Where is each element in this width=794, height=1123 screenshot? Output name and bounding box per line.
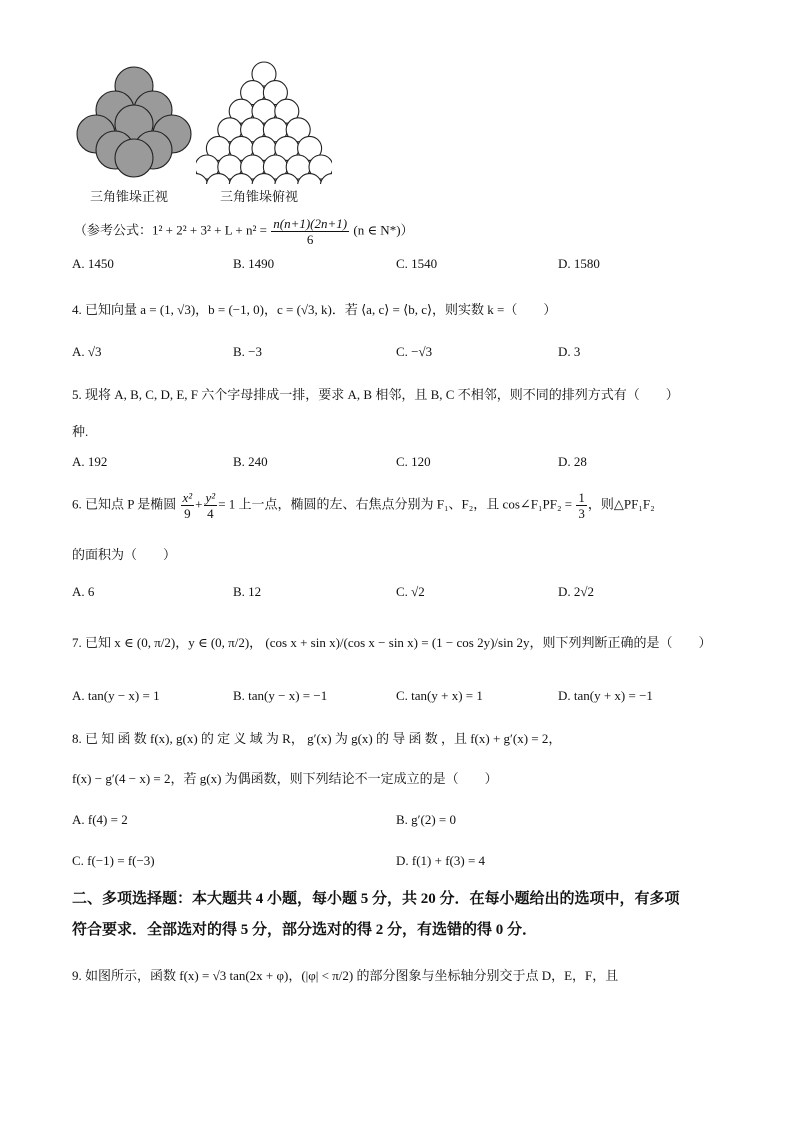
formula-condition: (n ∈ N*) [353, 222, 401, 238]
q3-option-b[interactable]: B. 1490 [233, 256, 275, 271]
q5-option-c[interactable]: C. 120 [396, 454, 431, 469]
q6-option-a[interactable]: A. 6 [72, 584, 95, 599]
q3-option-c[interactable]: C. 1540 [396, 256, 438, 271]
q8-option-c[interactable]: C. f(−1) = f(−3) [72, 853, 155, 868]
q3-option-d[interactable]: D. 1580 [558, 256, 600, 271]
formula-denominator: 6 [306, 232, 314, 247]
front-view-caption: 三角锥垛正视 [90, 189, 169, 204]
pyramid-front-view-figure [68, 66, 198, 184]
top-view-caption: 三角锥垛俯视 [220, 189, 299, 204]
section2-heading-line2: 符合要求．全部选对的得 5 分，部分选对的得 2 分，有选错的得 0 分． [72, 922, 538, 938]
formula-lhs: 1² + 2² + 3² + L + n² = [152, 222, 267, 238]
q9-stem: 9. 如图所示，函数 f(x) = √3 tan(2x + φ)，(|φ| < π/2) 的部分图象与坐标轴分别交于点 D，E，F，且 [72, 968, 619, 983]
q5-stem-line1: 5. 现将 A, B, C, D, E, F 六个字母排成一排，要求 A, B 相邻，且 B, C 不相邻，则不同的排列方式有（ ） [72, 387, 679, 402]
section2-heading-line1: 二、多项选择题：本大题共 4 小题，每小题 5 分，共 20 分．在每小题给出的选项中，有多项 [72, 891, 680, 907]
q7-option-c[interactable]: C. tan(y + x) = 1 [396, 688, 483, 703]
q4-option-c[interactable]: C. −√3 [396, 344, 433, 359]
q7-equation: (cos x + sin x)/(cos x − sin x) = (1 − cos 2y)/sin 2y [265, 635, 530, 650]
q7-stem [72, 634, 711, 652]
q8-option-b[interactable]: B. g′(2) = 0 [396, 812, 457, 827]
q6-stem-line1: 6. 已知点 P 是椭圆 $\frac{\text{x²}}{9}$ + $\frac{\text{y²}}{4}$ = 1 上一点，椭圆的左、右焦点分别为 F₁、F₂，且 cos∠F₁PF₂ = $\frac{1}{3}$ ，则△PF₁F₂ [72, 490, 655, 521]
q7-option-a[interactable]: A. tan(y − x) = 1 [72, 688, 160, 703]
q8-option-d[interactable]: D. f(1) + f(3) = 4 [396, 853, 486, 868]
q8-stem-line2: f(x) − g′(4 − x) = 2，若 g(x) 为偶函数，则下列结论不一定成立的是（ ） [72, 771, 498, 786]
q6-stem-line2: 的面积为（ ） [72, 547, 177, 562]
q6-option-c[interactable]: C. √2 [396, 584, 425, 599]
ellipse-term-y: $\frac{\text{y²}}{4}$ [205, 490, 216, 521]
q8-stem-line1: 8. 已 知 函 数 f(x), g(x) 的 定 义 域 为 R， g′(x) 为 g(x) 的 导 函 数 ，且 f(x) + g′(x) = 2， [72, 731, 562, 746]
formula-suffix: ） [400, 222, 414, 238]
q7-pre: 7. 已知 x ∈ (0, π/2)，y ∈ (0, π/2)， [72, 635, 263, 650]
cos-value-fraction: $\frac{1}{3}$ [578, 490, 585, 521]
ellipse-term-x: $\frac{\text{x²}}{9}$ [182, 490, 193, 521]
formula-fraction [271, 216, 349, 247]
q4-stem: 4. 已知向量 a = (1, √3)，b = (−1, 0)，c = (√3, k)．若 ⟨a, c⟩ = ⟨b, c⟩，则实数 k =（ ） [72, 302, 557, 317]
q7-option-b[interactable]: B. tan(y − x) = −1 [233, 688, 328, 703]
pyramid-top-view-figure [196, 60, 332, 184]
q7-option-d[interactable]: D. tan(y + x) = −1 [558, 688, 653, 703]
q8-option-a[interactable]: A. f(4) = 2 [72, 812, 128, 827]
formula-numerator: n(n+1)(2n+1) [273, 216, 348, 231]
q6-mid: 上一点，椭圆的左、右焦点分别为 F₁、F₂，且 cos∠F₁PF₂ = [238, 496, 573, 512]
q6-option-d[interactable]: D. 2√2 [558, 584, 595, 599]
q5-option-b[interactable]: B. 240 [233, 454, 268, 469]
q6-option-b[interactable]: B. 12 [233, 584, 262, 599]
formula-prefix: （参考公式： [74, 222, 153, 238]
q5-option-d[interactable]: D. 28 [558, 454, 587, 469]
q5-stem-line2: 种. [72, 424, 89, 439]
q4-option-d[interactable]: D. 3 [558, 344, 581, 359]
q6-pre: 6. 已知点 P 是椭圆 [72, 496, 177, 512]
q4-option-b[interactable]: B. −3 [233, 344, 263, 359]
reference-formula [74, 216, 414, 247]
q3-option-a[interactable]: A. 1450 [72, 256, 114, 271]
q4-option-a[interactable]: A. √3 [72, 344, 102, 359]
q5-option-a[interactable]: A. 192 [72, 454, 108, 469]
q7-post: ，则下列判断正确的是（ ） [529, 635, 712, 650]
q6-post: ，则△PF₁F₂ [587, 496, 655, 512]
